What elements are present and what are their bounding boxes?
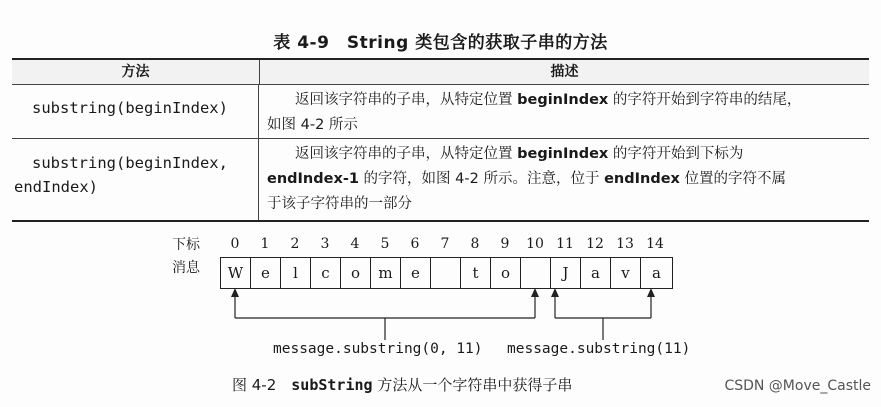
index-number: 14 <box>646 236 664 252</box>
char-cell: o <box>491 258 521 288</box>
char-cell: e <box>251 258 281 288</box>
char-cell: v <box>611 258 641 288</box>
char-cell: J <box>551 258 581 288</box>
index-number: 4 <box>350 236 360 252</box>
call-substring-11: message.substring(11) <box>507 341 691 357</box>
index-number: 7 <box>440 236 450 252</box>
char-cell: W <box>221 258 251 288</box>
char-cell: a <box>581 258 611 288</box>
header-method: 方法 <box>12 60 260 84</box>
index-number: 13 <box>616 236 634 252</box>
method-cell: substring(beginIndex) <box>12 85 259 138</box>
char-cell: m <box>371 258 401 288</box>
desc-code: endIndex-1 <box>267 171 359 187</box>
index-number: 3 <box>320 236 330 252</box>
char-cell: o <box>341 258 371 288</box>
watermark: CSDN @Move_Castle <box>724 378 871 394</box>
method-line: substring(beginIndex, <box>32 154 228 172</box>
desc-text: 的字符，如图 4-2 所示。注意，位于 <box>358 171 605 187</box>
table-title: 表 4-9 String 类包含的获取子串的方法 <box>273 33 608 53</box>
index-number: 11 <box>556 236 574 252</box>
index-number: 5 <box>380 236 390 252</box>
desc-text: 位置的字符不属 <box>679 171 786 187</box>
index-number: 0 <box>230 236 240 252</box>
index-number: 2 <box>290 236 300 252</box>
desc-code: endIndex <box>604 171 680 187</box>
figure-caption <box>232 374 572 395</box>
header-description: 描述 <box>550 64 579 80</box>
desc-text: 如图 4-2 所示 <box>267 117 358 133</box>
char-cell: l <box>281 258 311 288</box>
char-cell: e <box>401 258 431 288</box>
desc-text: 的字符开始到下标为 <box>608 146 744 162</box>
char-cell: a <box>652 264 661 282</box>
method-line: endIndex) <box>14 178 98 196</box>
index-number: 6 <box>410 236 420 252</box>
desc-text: 于该子字符串的一部分 <box>267 196 412 212</box>
caption-code: subString <box>291 376 373 394</box>
desc-text: 的字符开始到字符串的结尾， <box>608 92 802 108</box>
index-number: 10 <box>526 236 544 252</box>
index-number: 12 <box>586 236 604 252</box>
caption-text: 方法从一个字符串中获得子串 <box>372 376 573 394</box>
desc-text: 返回该字符串的子串，从特定位置 <box>295 92 518 108</box>
call-substring-0-11: message.substring(0, 11) <box>273 341 483 357</box>
message-label: 消息 <box>172 260 200 276</box>
char-cell: c <box>311 258 341 288</box>
char-cell: t <box>461 258 491 288</box>
index-number: 8 <box>470 236 480 252</box>
desc-code: beginIndex <box>517 92 609 108</box>
desc-code: beginIndex <box>517 146 609 162</box>
caption-prefix: 图 4-2 <box>232 376 292 394</box>
index-number: 9 <box>500 236 510 252</box>
index-label: 下标 <box>172 237 200 253</box>
index-number: 1 <box>260 236 270 252</box>
desc-text: 返回该字符串的子串，从特定位置 <box>295 146 518 162</box>
